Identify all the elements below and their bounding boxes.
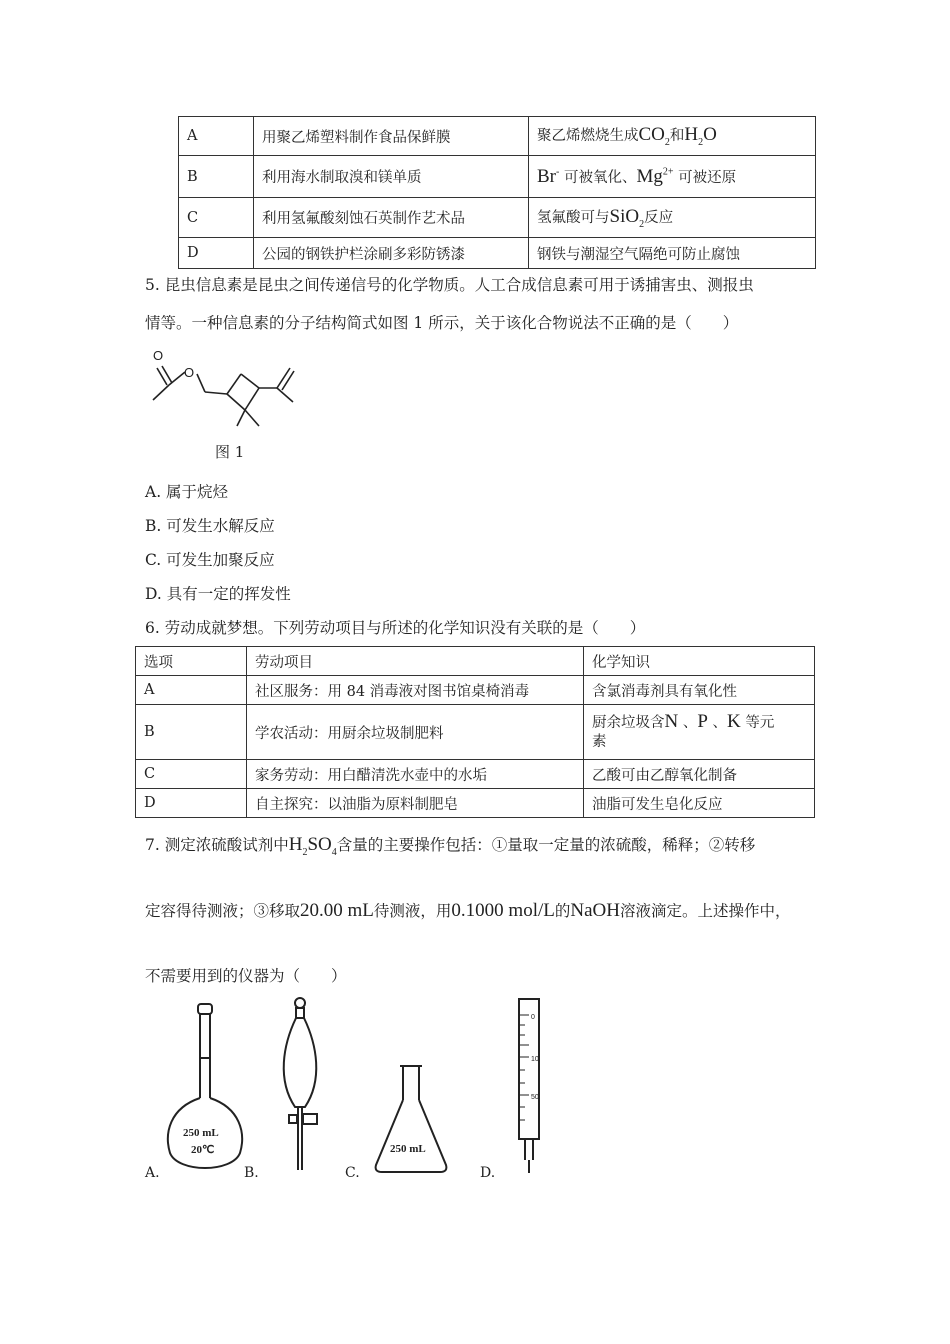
- text: 7. 测定浓硫酸试剂中: [145, 836, 289, 854]
- table-row: [136, 789, 815, 818]
- formula: NaOH: [570, 900, 620, 921]
- item-cell: 利用海水制取溴和镁单质: [254, 156, 529, 198]
- option-cell: D: [136, 789, 247, 818]
- text: 待测液，用: [373, 902, 452, 920]
- subscript: 2: [639, 218, 645, 230]
- table-row: [179, 238, 816, 269]
- superscript: -: [556, 166, 560, 178]
- text: 和: [669, 128, 685, 145]
- table-row: [179, 198, 816, 238]
- q5-option-c: C. 可发生加聚反应: [145, 551, 275, 569]
- text: SO: [307, 834, 332, 855]
- knowledge-cell: [529, 198, 816, 238]
- text: 可被还原: [673, 169, 737, 186]
- formula: [638, 124, 670, 148]
- q5-option-a: A. 属于烷烃: [145, 483, 229, 501]
- figure-caption: 图 1: [215, 443, 245, 461]
- item-cell: 学农活动：用厨余垃圾制肥料: [247, 705, 584, 760]
- table-1: [178, 116, 816, 269]
- text: 、: [678, 715, 698, 731]
- subscript: 4: [331, 846, 337, 858]
- text: 、: [707, 715, 728, 731]
- formula: [537, 166, 559, 187]
- q5-option-d: D. 具有一定的挥发性: [145, 585, 291, 603]
- flask-label: 250 mL: [183, 1127, 219, 1139]
- table-row: [136, 676, 815, 705]
- formula: [288, 834, 337, 858]
- option-cell: A: [179, 117, 254, 156]
- text: 氢氟酸可与: [537, 209, 610, 226]
- element-symbol: K: [727, 711, 741, 732]
- option-cell: C: [136, 760, 247, 789]
- q6-stem: 6. 劳动成就梦想。下列劳动项目与所述的化学知识没有关联的是（ ）: [145, 619, 646, 637]
- table-row: [179, 117, 816, 156]
- subscript: 2: [664, 136, 670, 148]
- option-label-a: A.: [145, 1165, 160, 1181]
- formula: [684, 124, 717, 148]
- q5-stem-line1: 5. 昆虫信息素是昆虫之间传递信号的化学物质。人工合成信息素可用于诱捕害虫、测报虫: [145, 276, 754, 294]
- option-cell: B: [136, 705, 247, 760]
- item-cell: 社区服务：用 84 消毒液对图书馆桌椅消毒: [247, 676, 584, 705]
- text: 反应: [644, 209, 674, 226]
- text: Br: [537, 165, 556, 187]
- text: 聚乙烯燃烧生成: [537, 128, 639, 145]
- subscript: 2: [302, 846, 308, 858]
- header-cell: 劳动项目: [247, 647, 584, 676]
- text: H: [684, 124, 699, 146]
- q5-stem-line2: 情等。一种信息素的分子结构简式如图 1 所示，关于该化合物说法不正确的是（ ）: [145, 314, 739, 332]
- text: O: [703, 124, 717, 146]
- formula: [609, 205, 645, 230]
- conical-flask-image: [368, 1060, 458, 1178]
- superscript: 2+: [662, 166, 674, 178]
- oxygen-label: O: [153, 348, 164, 363]
- text: 含量的主要操作包括：①量取一定量的浓硫酸，稀释；②转移: [336, 836, 756, 854]
- oxygen-label: O: [184, 365, 195, 380]
- scale-mark: 10: [531, 1056, 539, 1063]
- knowledge-cell: [529, 117, 816, 156]
- concentration-value: 0.1000 mol/L: [451, 900, 555, 921]
- text: H: [288, 834, 303, 855]
- q7-stem-line1: [145, 833, 755, 865]
- table-row: [136, 705, 815, 760]
- flask-label: 20℃: [191, 1144, 215, 1156]
- text: SiO: [609, 205, 640, 227]
- knowledge-cell: [584, 705, 815, 760]
- text: 可被氧化、: [559, 169, 637, 186]
- text: CO: [638, 124, 665, 146]
- item-cell: 家务劳动：用白醋清洗水壶中的水垢: [247, 760, 584, 789]
- volumetric-flask-image: [160, 998, 250, 1183]
- volume-value: 20.00 mL: [300, 900, 374, 921]
- q5-option-b: B. 可发生水解反应: [145, 517, 275, 535]
- burette-image: [505, 995, 555, 1175]
- option-label-b: B.: [244, 1165, 259, 1181]
- option-cell: B: [179, 156, 254, 198]
- item-cell: 用聚乙烯塑料制作食品保鲜膜: [254, 117, 529, 156]
- element-symbol: P: [697, 711, 708, 732]
- formula: [636, 166, 673, 187]
- text: 定容得待测液；③移取: [145, 902, 301, 920]
- q7-stem-line3: 不需要用到的仪器为（ ）: [145, 967, 347, 985]
- element-symbol: N: [664, 711, 679, 732]
- knowledge-cell: 油脂可发生皂化反应: [584, 789, 815, 818]
- text: 等元: [740, 715, 775, 731]
- knowledge-cell: [529, 156, 816, 198]
- header-cell: 选项: [136, 647, 247, 676]
- q7-stem-line2: [145, 899, 791, 923]
- option-label-c: C.: [345, 1165, 360, 1181]
- separatory-funnel-image: [265, 995, 335, 1180]
- text: 溶液滴定。上述操作中，: [620, 902, 791, 920]
- option-cell: D: [179, 238, 254, 269]
- option-label-d: D.: [480, 1165, 496, 1181]
- table-2: [135, 646, 815, 818]
- table-row: [179, 156, 816, 198]
- knowledge-cell: 钢铁与潮湿空气隔绝可防止腐蚀: [529, 238, 816, 269]
- table-row: [136, 760, 815, 789]
- subscript: 2: [698, 136, 704, 148]
- item-cell: 自主探究：以油脂为原料制肥皂: [247, 789, 584, 818]
- option-cell: A: [136, 676, 247, 705]
- flask-label: 250 mL: [390, 1143, 426, 1155]
- knowledge-cell: 含氯消毒剂具有氧化性: [584, 676, 815, 705]
- scale-mark: 50: [531, 1094, 539, 1101]
- item-cell: 利用氢氟酸刻蚀石英制作艺术品: [254, 198, 529, 238]
- item-cell: 公园的钢铁护栏涂刷多彩防锈漆: [254, 238, 529, 269]
- text: 厨余垃圾含: [592, 715, 665, 731]
- option-cell: C: [179, 198, 254, 238]
- text: Mg: [636, 165, 663, 187]
- knowledge-cell: 乙酸可由乙醇氧化制备: [584, 760, 815, 789]
- scale-mark: 0: [531, 1014, 535, 1021]
- header-cell: 化学知识: [584, 647, 815, 676]
- table-header-row: [136, 647, 815, 676]
- text: 的: [554, 902, 571, 920]
- text: 素: [592, 734, 607, 750]
